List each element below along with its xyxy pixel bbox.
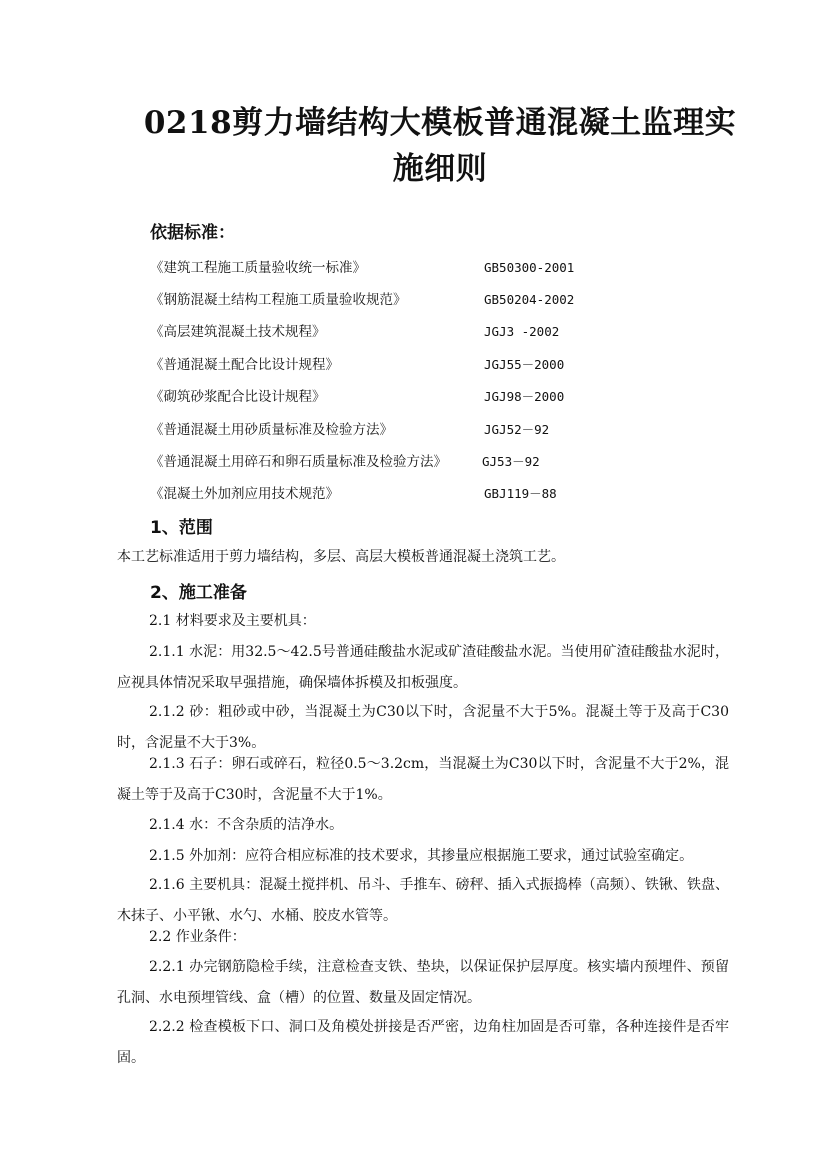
standard-name: 《建筑工程施工质量验收统一标准》 (150, 260, 366, 276)
standard-name: 《砌筑砂浆配合比设计规程》 (150, 389, 326, 405)
standard-name: 《普通混凝土用砂质量标准及检验方法》 (150, 422, 393, 438)
standard-row (150, 419, 770, 441)
paragraph: 2.1.3 石子：卵石或碎石，粒径0.5～3.2cm，当混凝土为C30以下时，含泥量不大于2%，混凝土等于及高于C30时，含泥量不大于1%。 (117, 756, 729, 803)
title-line-2: 施细则 (392, 151, 488, 187)
standard-code: GB50300-2001 (484, 260, 575, 275)
paragraph: 2.1.6 主要机具：混凝土搅拌机、吊斗、手推车、磅秤、插入式振捣棒（高频）、铁锹、铁盘、木抹子、小平锹、水勺、水桶、胶皮水管等。 (117, 877, 729, 924)
standard-row (150, 483, 770, 505)
standard-code: GB50204-2002 (484, 292, 575, 307)
basis-heading: 依据标准： (150, 223, 235, 243)
paragraph: 2.2.1 办完钢筋隐检手续，注意检查支铁、垫块，以保证保护层厚度。核实墙内预埋件、预留孔洞、水电预埋管线、盒（槽）的位置、数量及固定情况。 (117, 959, 729, 1006)
standard-row (150, 321, 770, 343)
section-1-text: 本工艺标准适用于剪力墙结构，多层、高层大模板普通混凝土浇筑工艺。 (117, 549, 565, 565)
standard-row (150, 354, 770, 376)
standard-code: GJ53－92 (482, 454, 540, 469)
paragraph: 2.1 材料要求及主要机具： (149, 613, 316, 629)
paragraph: 2.2 作业条件： (149, 929, 246, 945)
standard-row (150, 451, 770, 473)
standard-row (150, 257, 770, 279)
section-2-heading: 2、施工准备 (150, 583, 247, 603)
standard-code: JGJ98－2000 (484, 389, 565, 404)
standard-code: JGJ55－2000 (484, 357, 565, 372)
section-1-heading: 1、范围 (150, 518, 213, 538)
paragraph: 2.1.4 水：不含杂质的洁净水。 (149, 817, 344, 833)
standard-name: 《钢筋混凝土结构工程施工质量验收规范》 (150, 292, 407, 308)
standard-name: 《高层建筑混凝土技术规程》 (150, 324, 326, 340)
document-title (80, 100, 800, 192)
standard-row (150, 386, 770, 408)
standard-code: GBJ119－88 (484, 486, 557, 501)
standard-name: 《普通混凝土配合比设计规程》 (150, 357, 339, 373)
paragraph: 2.2.2 检查模板下口、洞口及角模处拼接是否严密，边角柱加固是否可靠，各种连接件是否牢固。 (117, 1019, 729, 1066)
standard-row (150, 289, 770, 311)
title-line-1: 0218剪力墙结构大模板普通混凝土监理实 (143, 105, 737, 141)
paragraph: 2.1.2 砂：粗砂或中砂，当混凝土为C30以下时，含泥量不大于5%。混凝土等于及高于C30时，含泥量不大于3%。 (117, 704, 729, 751)
paragraph: 2.1.1 水泥：用32.5～42.5号普通硅酸盐水泥或矿渣硅酸盐水泥。当使用矿渣硅酸盐水泥时，应视具体情况采取早强措施，确保墙体拆模及扣板强度。 (117, 644, 729, 691)
standard-name: 《混凝土外加剂应用技术规范》 (150, 486, 339, 502)
standard-code: JGJ3 -2002 (484, 324, 560, 339)
standard-name: 《普通混凝土用碎石和卵石质量标准及检验方法》 (150, 454, 447, 470)
paragraph: 2.1.5 外加剂：应符合相应标准的技术要求，其掺量应根据施工要求，通过试验室确定。 (149, 848, 694, 864)
standard-code: JGJ52－92 (484, 422, 550, 437)
